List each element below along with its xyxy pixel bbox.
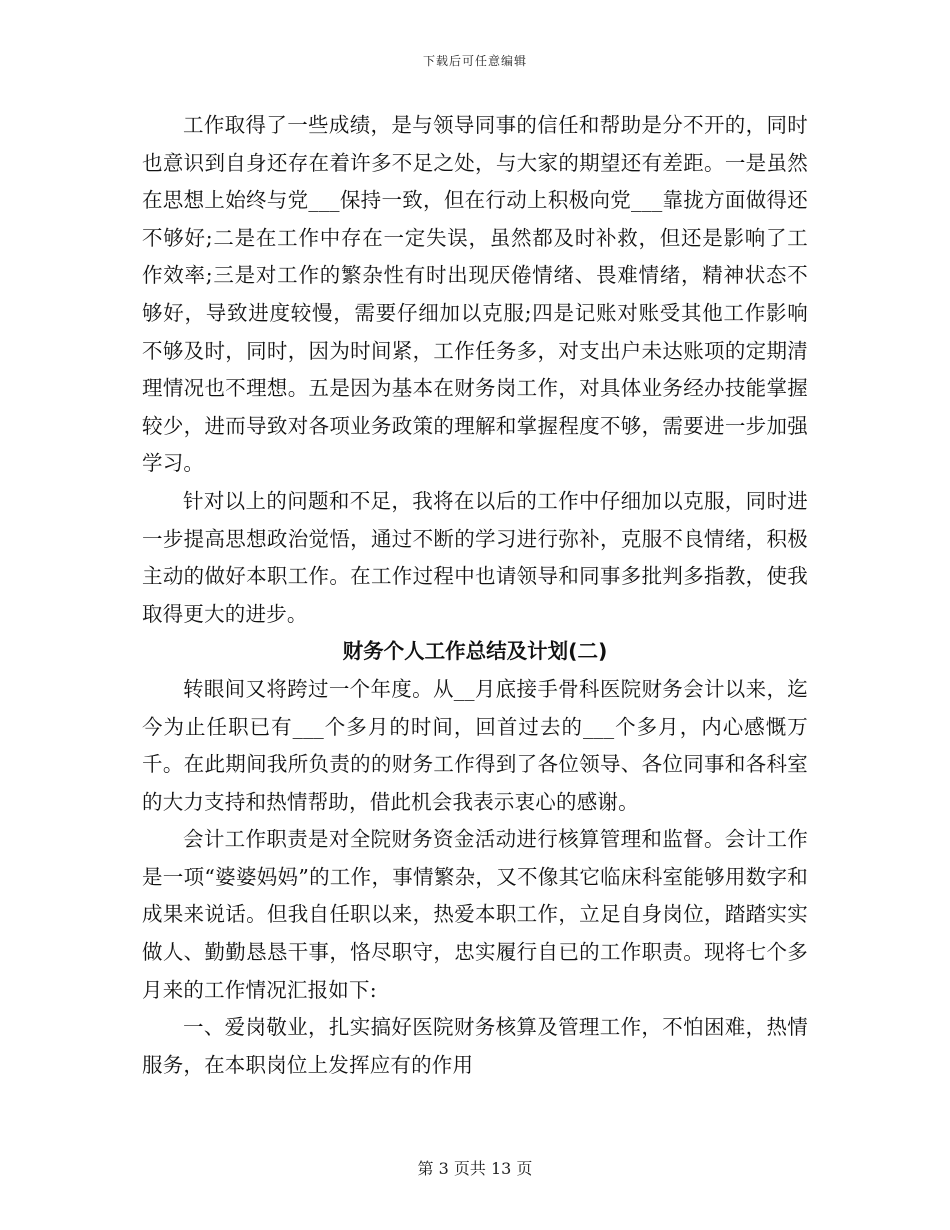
paragraph-accounting-duties: 会计工作职责是对全院财务资金活动进行核算管理和监督。会计工作是一项“婆婆妈妈”的工作，事情繁杂，又不像其它临床科室能够用数字和成果来说话。但我自任职以来，热爱本职工作，立足自身岗位，踏踏实实做人、勤勤恳恳干事，恪尽职守，忠实履行自已的工作职责。现将七个多月来的工作情况汇报如下: — [142, 827, 808, 1002]
paragraph-year-review: 转眼间又将跨过一个年度。从__月底接手骨科医院财务会计以来，迄今为止任职已有___个多月的时间，回首过去的___个多月，内心感慨万千。在此期间我所负责的的财务工作得到了各位领导、各位同事和各科室的大力支持和热情帮助，借此机会我表示衷心的感谢。 — [142, 676, 808, 814]
paragraph-achievements-shortcomings: 工作取得了一些成绩，是与领导同事的信任和帮助是分不开的，同时也意识到自身还存在着许多不足之处，与大家的期望还有差距。一是虽然在思想上始终与党___保持一致，但在行动上积极向党___靠拢方面做得还不够好;二是在工作中存在一定失误，虽然都及时补救，但还是影响了工作效率;三是对工作的繁杂性有时出现厌倦情绪、畏难情绪，精神状态不够好，导致进度较慢，需要仔细加以克服;四是记账对账受其他工作影响不够及时，同时，因为时间紧，工作任务多，对支出户未达账项的定期清理情况也不理想。五是因为基本在财务岗工作，对具体业务经办技能掌握较少，进而导致对各项业务政策的理解和掌握程度不够，需要进一步加强学习。 — [142, 113, 808, 476]
section-title: 财务个人工作总结及计划(二) — [342, 639, 608, 664]
paragraph-improvement-plan: 针对以上的问题和不足，我将在以后的工作中仔细加以克服，同时进一步提高思想政治觉悟，通过不断的学习进行弥补，克服不良情绪，积极主动的做好本职工作。在工作过程中也请领导和同事多批判多指教，使我取得更大的进步。 — [142, 488, 808, 626]
page-number: 第 3 页共 13 页 — [417, 1159, 533, 1178]
document-body — [142, 107, 808, 1084]
paragraph-point-one: 一、爱岗敬业，扎实搞好医院财务核算及管理工作，不怕困难，热情服务，在本职岗位上发挥应有的作用 — [142, 1015, 808, 1077]
page-header-note: 下载后可任意编辑 — [422, 54, 527, 68]
